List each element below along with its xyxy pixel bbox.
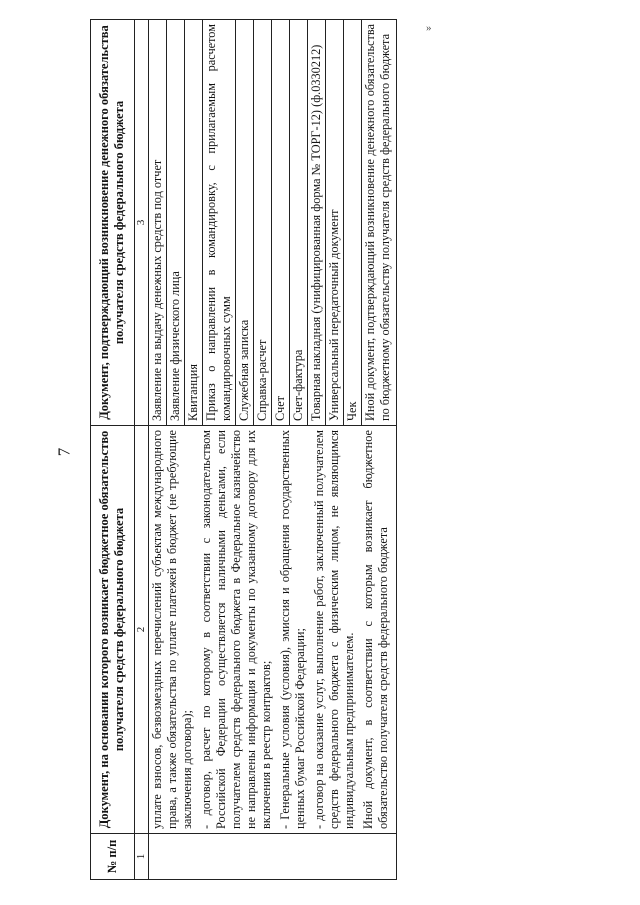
list-item: Универсальный передаточный документ — [325, 20, 343, 425]
list-item: Счет — [271, 20, 289, 425]
list-item: Товарная накладная (унифицированная форма № ТОРГ-12) (ф.0330212) — [307, 20, 325, 425]
corner-mark: » — [426, 22, 432, 34]
list-item: Заявление на выдачу денежных средств под отчет — [149, 20, 167, 425]
basis-document-item: - договор на оказание услуг, выполнение работ, заключенный получателем средств федерального бюджета с физическим лицом, не являющимся индивидуальным предпринимателем. — [311, 430, 356, 829]
page-number: 7 — [54, 447, 74, 457]
list-item: Служебная записка — [235, 20, 253, 425]
header-row — [91, 20, 135, 880]
column-number-2: 2 — [134, 426, 148, 834]
list-item: Иной документ, подтверждающий возникновение денежного обязательства по бюджетному обязательству получателя средств федерального бюджета — [362, 24, 392, 421]
list-item: Счет-фактура — [289, 20, 307, 425]
basis-documents-cell — [148, 426, 396, 834]
list-item: Заявление физического лица — [166, 20, 184, 425]
confirming-documents-list — [149, 20, 394, 425]
list-item: Квитанция — [184, 20, 202, 425]
rotated-table-container — [90, 20, 630, 880]
documents-table — [90, 19, 397, 880]
basis-document-item: уплате взносов, безвозмездных перечислений субъектам международного права, а также обязательства по уплате платежей в бюджет (не требующие заключения договора); — [149, 430, 194, 829]
column-numbers-row — [134, 20, 148, 880]
basis-document-item: Иной документ, в соответствии с которым возникает бюджетное обязательство получателя средств федерального бюджета — [360, 430, 390, 829]
confirming-documents-cell — [148, 20, 396, 426]
header-confirming-document: Документ, подтверждающий возникновение денежного обязательства получателя средств федерального бюджета — [91, 20, 135, 426]
table-row — [148, 20, 396, 880]
column-number-1: 1 — [134, 834, 148, 880]
row-number-cell — [148, 834, 396, 880]
basis-document-item: - Генеральные условия (условия), эмиссия и обращения государственных ценных бумаг Российской Федерации; — [277, 430, 307, 829]
list-item: Приказ о направлении в командировку, с прилагаемым расчетом командировочных сумм — [202, 20, 235, 425]
column-number-3: 3 — [134, 20, 148, 426]
basis-document-item: - договор, расчет по которому в соответствии с законодательством Российской Федерации осуществляется наличными деньгами, если получателем средств федерального бюджета в Федеральное казначейство не направлены информация и документы по указанному договору для их включения в реестр контрактов; — [198, 430, 273, 829]
list-item: Справка-расчет — [253, 20, 271, 425]
list-item: Чек — [343, 20, 361, 425]
header-basis-document: Документ, на основании которого возникает бюджетное обязательство получателя средств федерального бюджета — [91, 426, 135, 834]
header-number: № п/п — [91, 834, 135, 880]
